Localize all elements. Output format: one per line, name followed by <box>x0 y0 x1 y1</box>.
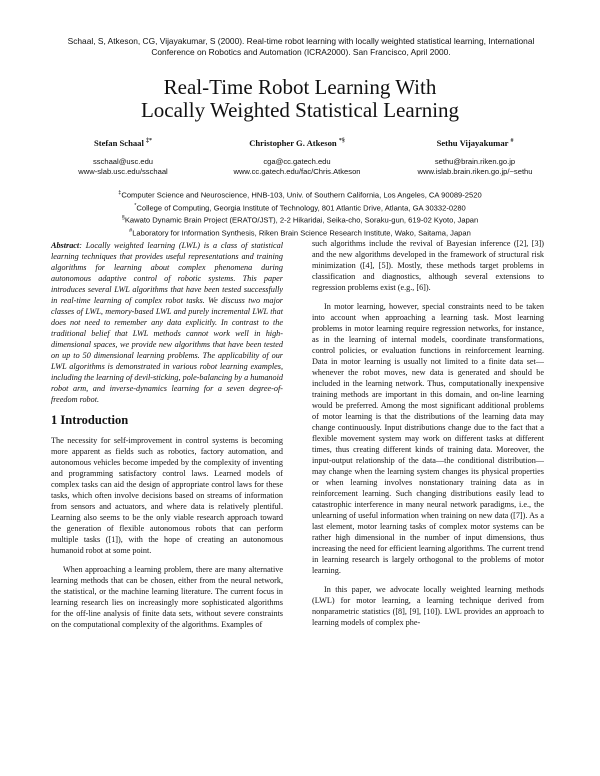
author-url[interactable]: www.cc.gatech.edu/fac/Chris.Atkeson <box>233 166 361 176</box>
author-email[interactable]: sethu@brain.riken.go.jp <box>434 156 516 166</box>
section-heading-introduction: 1 Introduction <box>51 413 129 427</box>
author-name: Stefan Schaal <box>93 137 144 148</box>
title-line-1: Real-Time Robot Learning With <box>163 75 437 99</box>
title-line-2: Locally Weighted Statistical Learning <box>140 98 460 122</box>
author-url[interactable]: www.islab.brain.riken.go.jp/~sethu <box>417 166 533 176</box>
author-block-vijayakumar <box>385 136 565 177</box>
paragraph: The necessity for self-improvement in control systems is becoming more apparent as fields such as robotics, factory automation, and autonomous vehicles become impeded by the complexity of inventing and programming satisfactory control laws. Learned models of complex tasks can aid the design of appropriate control laws for these tasks, which often involve decisions based on streams of information from sensors and actuators, and where data is relatively plentiful. Learning also seems to be the only viable research approach toward the generation of flexible autonomous robots that can perform multiple tasks ([1]), with the hope of creating an autonomous humanoid robot at some point. <box>51 436 283 555</box>
author-marks: ‡* <box>146 138 153 144</box>
affiliations <box>60 188 540 238</box>
affiliation-line: ‡Computer Science and Neuroscience, HNB-103, Univ. of Southern California, Los Angeles, CA 90089-2520 <box>118 190 482 200</box>
author-block-atkeson <box>207 136 387 177</box>
paragraph: When approaching a learning problem, there are many alternative learning methods that can be chosen, either from the neural network, the statistical, or the machine learning literature. The current focus in learning research lies on increasingly more sophisticated algorithms for the off-line analysis of finite data sets, without severe constraints on the computational complexity of the algorithms. Examples of <box>51 565 283 629</box>
right-column <box>312 238 544 636</box>
affiliation-line: #Laboratory for Information Synthesis, Riken Brain Science Research Institute, Wako, Saitama, Japan <box>129 227 471 238</box>
paragraph: In this paper, we advocate locally weighted learning methods (LWL) for motor learning, a learning technique derived from nonparametric statistics ([8], [9], [10]). LWL provides an approach to learning models of complex phe- <box>312 585 544 627</box>
author-url[interactable]: www-slab.usc.edu/sschaal <box>78 166 168 176</box>
abstract <box>51 240 283 405</box>
author-name: Sethu Vijayakumar <box>436 137 509 148</box>
author-email[interactable]: sschaal@usc.edu <box>92 156 154 166</box>
affiliation-line: §Kawato Dynamic Brain Project (ERATO/JST), 2-2 Hikaridai, Seika-cho, Soraku-gun, 619-02 Kyoto, Japan <box>121 215 479 225</box>
author-block-schaal <box>33 136 213 177</box>
author-marks: # <box>510 138 514 144</box>
affiliation-line: *College of Computing, Georgia Institute of Technology, 801 Atlantic Drive, Atlanta, GA 30332-0280 <box>134 202 466 213</box>
paragraph: In motor learning, however, special constraints need to be taken into account when approaching a learning task. Most learning problems in motor learning require regression networks, for instance, as in the learning of internal models, coordinate transformations, control policies, or evaluation functions in reinforcement learning. Data in motor learning is usually not limited to a finite data set—whenever the robot moves, new data is generated and should be included in the learning network. Thus, computationally inexpensive training methods are important in this domain, and on-line learning would be preferred. Among the most significant additional problems of motor learning is that the distributions of the learning data may change continuously. Input distributions change due to the fact that a flexible movement system may work on different tasks at different times, thus creating different kinds of training data. Moreover, the input-output relationship of the data—the conditional distribution—may change when the learning system changes its physical properties or when learning involves nonstationary training data as in reinforcement learning. Such changing distributions easily lead to catastrophic interference in many neural network paradigms, i.e., the unlearning of useful information when training on new data ([7]). As a last element, motor learning tasks of complex motor systems can be rather high dimensional in the number of input dimensions, thus increasing the need for efficient learning algorithms. The current trend in learning research is largely orthogonal to the problems of motor learning. <box>312 302 544 575</box>
left-column <box>51 240 283 638</box>
abstract-text: : Locally weighted learning (LWL) is a class of statistical learning techniques that provides useful representations and training algorithms for learning about complex phenomena during autonomous adaptive control of robotic systems. This paper introduces several LWL algorithms that have been tested successfully in real-time learning of complex robot tasks. We discuss two major classes of LWL, memory-based LWL and purely incremental LWL that does not need to remember any data explicitly. In contrast to the traditional belief that LWL methods cannot work well in high-dimensional spaces, we provide new algorithms that have been tested on up to 50 dimensional learning problems. The applicability of our LWL algorithms is demonstrated in various robot learning examples, including the learning of devil-sticking, pole-balancing by a humanoid robot arm, and inverse-dynamics learning for a seven degree-of-freedom robot. <box>51 241 283 404</box>
paragraph: such algorithms include the revival of Bayesian inference ([2], [3]) and the new algorithms developed in the framework of structural risk minimization ([4], [5]). Mostly, these methods target problems in classification and diagnostics, although several extensions to regression problems exist (e.g., [6]). <box>312 239 544 292</box>
author-email[interactable]: cga@cc.gatech.edu <box>263 156 331 166</box>
citation-header: Schaal, S, Atkeson, CG, Vijayakumar, S (2000). Real-time robot learning with locally weighted statistical learning, International Conference on Robotics and Automation (ICRA2000). San Francisco, April 2000. <box>67 36 535 57</box>
author-marks: *§ <box>338 138 345 144</box>
author-name: Christopher G. Atkeson <box>249 137 337 148</box>
paper-title <box>60 76 540 122</box>
abstract-label: Abstract <box>51 241 80 250</box>
